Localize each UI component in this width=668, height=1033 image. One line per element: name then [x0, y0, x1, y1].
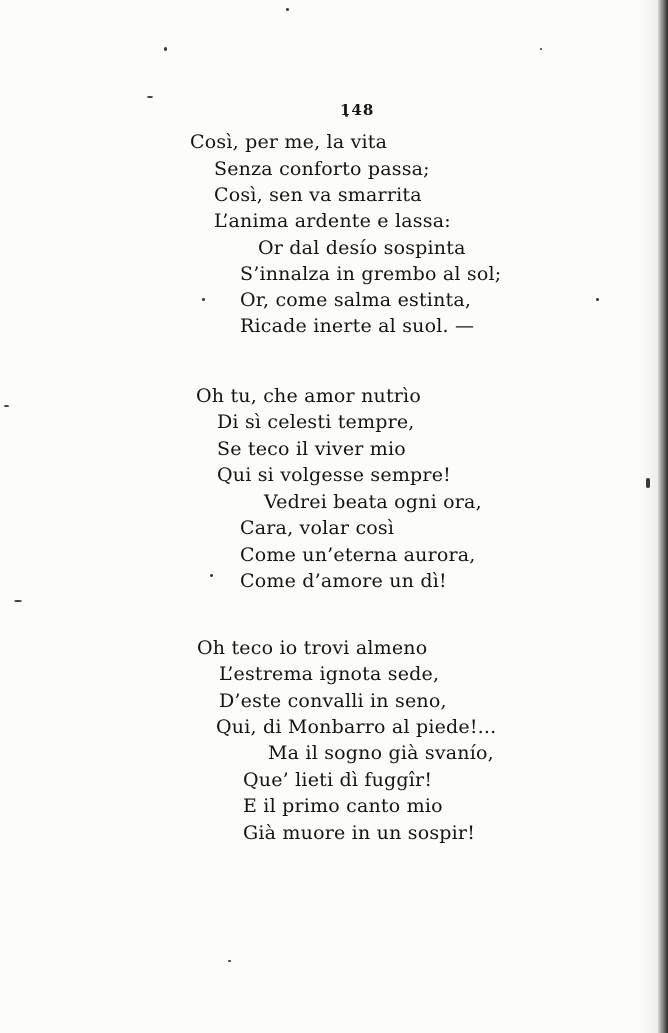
verse-line: Di sì celesti tempre,	[217, 411, 415, 433]
verse-line: E il primo canto mio	[243, 795, 443, 817]
verse-line: Così, sen va smarrita	[214, 184, 422, 206]
verse-line: Come d’amore un dì!	[240, 570, 447, 592]
scan-speck	[202, 298, 205, 301]
scan-speck	[14, 600, 22, 602]
verse-line: Ma il sogno già svanío,	[268, 742, 494, 764]
verse-line: Senza conforto passa;	[214, 158, 430, 180]
verse-line: Or dal desío sospinta	[258, 237, 466, 259]
verse-line: Se teco il viver mio	[217, 438, 406, 460]
scan-speck	[286, 8, 289, 11]
verse-line: Cara, volar così	[240, 517, 395, 539]
scan-speck	[210, 574, 213, 577]
verse-line: Ricade inerte al suol. —	[240, 315, 475, 337]
scan-speck	[646, 478, 650, 488]
scan-speck	[4, 405, 9, 407]
page-edge	[658, 0, 668, 1033]
scan-speck	[147, 96, 153, 98]
verse-line: D’este convalli in seno,	[219, 690, 447, 712]
verse-line: Così, per me, la vita	[190, 131, 388, 153]
scan-speck	[164, 47, 167, 51]
page-number: 148	[340, 101, 375, 119]
verse-line: L’estrema ignota sede,	[219, 663, 440, 685]
verse-line: Già muore in un sospir!	[243, 822, 476, 844]
verse-line: Vedrei beata ogni ora,	[264, 491, 482, 513]
verse-line: Or, come salma estinta,	[240, 289, 472, 311]
page-gutter-shadow	[640, 0, 658, 1033]
verse-line: Come un’eterna aurora,	[240, 544, 476, 566]
verse-line: Oh tu, che amor nutrìo	[196, 385, 421, 407]
verse-line: Qui si volgesse sempre!	[217, 464, 451, 486]
scan-speck	[540, 48, 542, 50]
scan-speck	[596, 298, 599, 301]
verse-line: Qui, di Monbarro al piede!...	[216, 716, 497, 738]
scan-speck	[228, 960, 231, 962]
verse-line: L’anima ardente e lassa:	[214, 210, 451, 232]
verse-line: Que’ lieti dì fuggîr!	[243, 769, 433, 791]
verse-line: S’innalza in grembo al sol;	[240, 263, 502, 285]
verse-line: Oh teco io trovi almeno	[197, 637, 428, 659]
